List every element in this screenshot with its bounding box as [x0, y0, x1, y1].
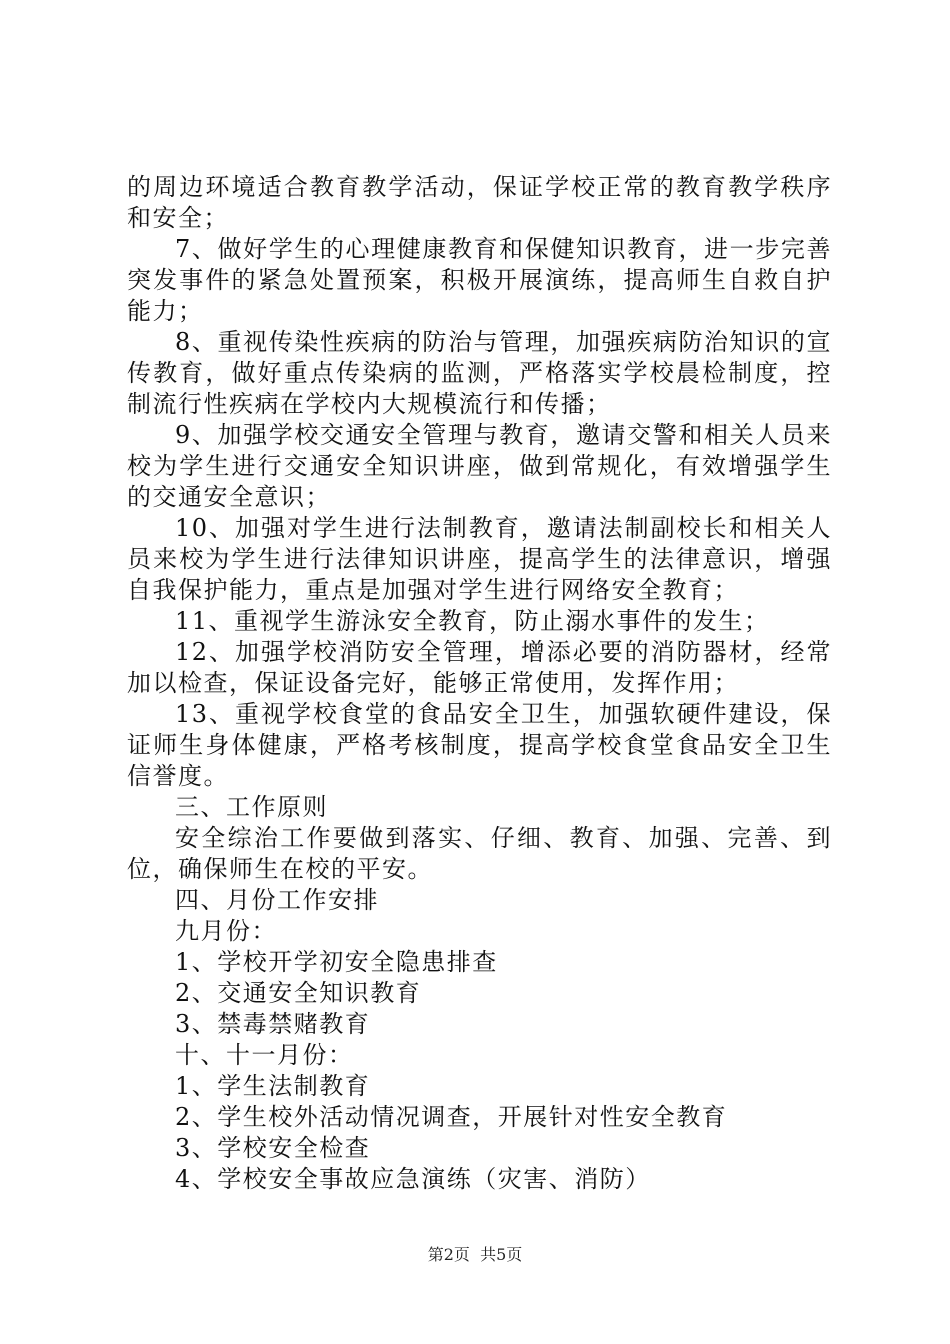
list-item: 1、学校开学初安全隐患排查: [175, 948, 498, 976]
paragraph: 11、重视学生游泳安全教育，防止溺水事件的发生；: [175, 607, 770, 635]
section-heading: 四、月份工作安排: [175, 886, 379, 914]
list-item: 4、学校安全事故应急演练（灾害、消防）: [175, 1165, 651, 1193]
page-footer: [0, 1245, 950, 1265]
document-body: [127, 172, 832, 1195]
paragraph: 安全综治工作要做到落实、仔细、教育、加强、完善、到位，确保师生在校的平安。: [127, 824, 832, 883]
paragraph: 9、加强学校交通安全管理与教育，邀请交警和相关人员来校为学生进行交通安全知识讲座，做到常规化，有效增强学生的交通安全意识；: [127, 421, 832, 511]
list-item: 2、交通安全知识教育: [175, 979, 422, 1007]
section-heading: 三、工作原则: [175, 793, 328, 821]
month-heading: 十、十一月份：: [175, 1041, 354, 1069]
list-item: 1、学生法制教育: [175, 1072, 371, 1100]
paragraph: 10、加强对学生进行法制教育，邀请法制副校长和相关人员来校为学生进行法律知识讲座，提高学生的法律意识，增强自我保护能力，重点是加强对学生进行网络安全教育；: [127, 514, 832, 604]
month-heading: 九月份：: [175, 917, 277, 945]
paragraph: 12、加强学校消防安全管理，增添必要的消防器材，经常加以检查，保证设备完好，能够正常使用，发挥作用；: [127, 638, 832, 697]
paragraph: 7、做好学生的心理健康教育和保健知识教育，进一步完善突发事件的紧急处置预案，积极开展演练，提高师生自救自护能力；: [127, 235, 832, 325]
footer-spacer: [470, 1245, 480, 1264]
list-item: 2、学生校外活动情况调查，开展针对性安全教育: [175, 1103, 728, 1131]
paragraph: 13、重视学校食堂的食品安全卫生，加强软硬件建设，保证师生身体健康，严格考核制度，提高学校食堂食品安全卫生信誉度。: [127, 700, 832, 790]
list-item: 3、学校安全检查: [175, 1134, 371, 1162]
page-total: 共5页: [480, 1245, 523, 1264]
page-number: 第2页: [427, 1245, 470, 1264]
paragraph: 的周边环境适合教育教学活动，保证学校正常的教育教学秩序和安全；: [127, 173, 832, 232]
paragraph: 8、重视传染性疾病的防治与管理，加强疾病防治知识的宣传教育，做好重点传染病的监测，严格落实学校晨检制度，控制流行性疾病在学校内大规模流行和传播；: [127, 328, 832, 418]
list-item: 3、禁毒禁赌教育: [175, 1010, 371, 1038]
